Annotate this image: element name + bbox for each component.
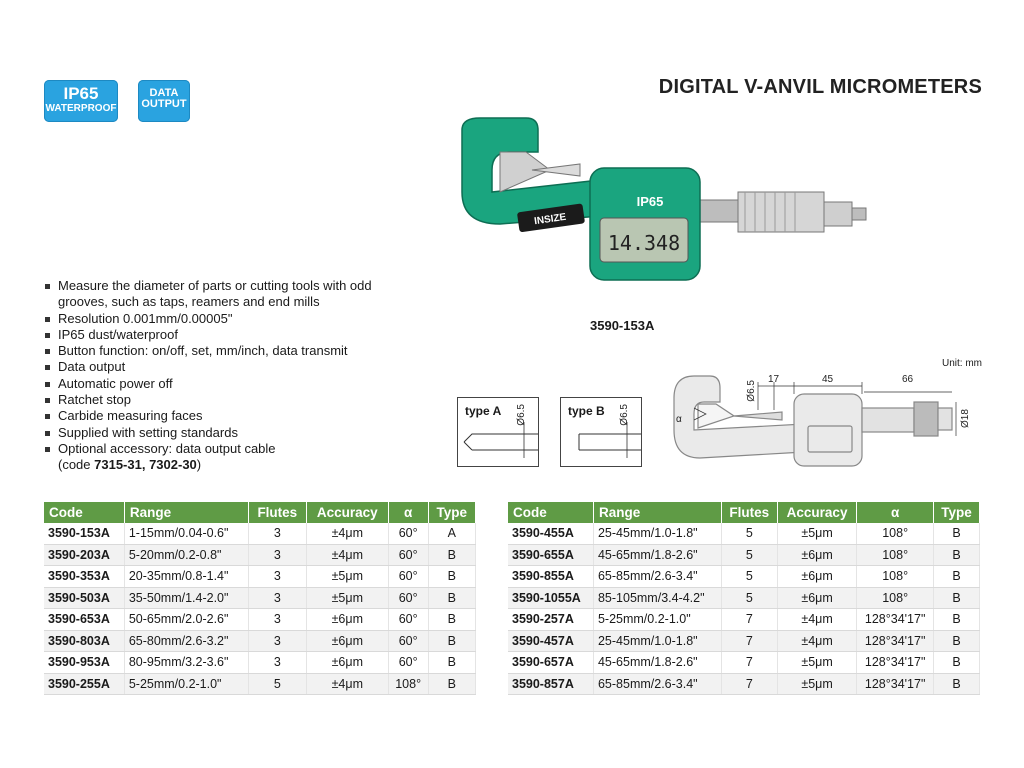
feature-item: Resolution 0.001mm/0.00005": [44, 311, 394, 327]
cell-accuracy: ±4μm: [777, 630, 856, 652]
cell-accuracy: ±4μm: [777, 609, 856, 631]
type-b-diagram: [560, 397, 642, 467]
cell-accuracy: ±6μm: [306, 630, 388, 652]
cell-accuracy: ±6μm: [306, 609, 388, 631]
cell-type: B: [428, 630, 475, 652]
cell-range: 45-65mm/1.8-2.6": [593, 544, 721, 566]
cell-range: 20-35mm/0.8-1.4": [124, 566, 248, 588]
cell-flutes: 7: [721, 652, 777, 674]
cell-range: 5-20mm/0.2-0.8": [124, 544, 248, 566]
col-alpha: α: [857, 502, 934, 523]
cell-code: 3590-455A: [508, 523, 593, 544]
cell-code: 3590-257A: [508, 609, 593, 631]
feature-item: IP65 dust/waterproof: [44, 327, 394, 343]
col-code: Code: [44, 502, 124, 523]
cell-alpha: 108°: [857, 587, 934, 609]
table-row: [508, 630, 980, 652]
cell-flutes: 3: [248, 609, 306, 631]
type-a-dim: Ø6.5: [516, 404, 527, 426]
cell-type: B: [428, 566, 475, 588]
dim-alpha: α: [676, 414, 682, 425]
cell-alpha: 60°: [388, 652, 428, 674]
cell-flutes: 5: [248, 673, 306, 695]
cell-flutes: 5: [721, 587, 777, 609]
cell-flutes: 7: [721, 630, 777, 652]
cell-code: 3590-153A: [44, 523, 124, 544]
feature-item: Supplied with setting standards: [44, 425, 394, 441]
dim-d4: 66: [902, 374, 914, 385]
cell-type: B: [428, 544, 475, 566]
cell-code: 3590-1055A: [508, 587, 593, 609]
cell-code: 3590-457A: [508, 630, 593, 652]
table-header-row: [508, 502, 980, 523]
table-row: [44, 544, 476, 566]
cell-range: 65-80mm/2.6-3.2": [124, 630, 248, 652]
cell-range: 25-45mm/1.0-1.8": [593, 630, 721, 652]
cell-alpha: 108°: [388, 673, 428, 695]
cell-code: 3590-803A: [44, 630, 124, 652]
data-output-badge-line1: DATA: [149, 87, 179, 99]
cell-type: B: [934, 630, 980, 652]
cell-type: B: [934, 566, 980, 588]
table-row: [508, 587, 980, 609]
table-row: [44, 566, 476, 588]
accessory-code-close: ): [196, 457, 202, 473]
col-type: Type: [428, 502, 475, 523]
cell-alpha: 60°: [388, 609, 428, 631]
ip65-waterproof-badge: [44, 80, 118, 122]
cell-alpha: 60°: [388, 566, 428, 588]
cell-type: B: [428, 609, 475, 631]
body-ip65-label: IP65: [636, 194, 664, 209]
micrometer-product-image: [440, 112, 870, 312]
type-a-diagram: [457, 397, 539, 467]
cell-code: 3590-857A: [508, 673, 593, 695]
cell-alpha: 60°: [388, 523, 428, 544]
accessory-text: Optional accessory: data output cable: [58, 440, 276, 456]
ip65-badge-line2: WATERPROOF: [45, 103, 117, 114]
cell-flutes: 5: [721, 566, 777, 588]
spec-table-right: [508, 502, 980, 695]
dim-d2: 17: [768, 374, 780, 385]
cell-type: B: [934, 652, 980, 674]
data-output-badge-line2: OUTPUT: [141, 98, 187, 110]
cell-range: 80-95mm/3.2-3.6": [124, 652, 248, 674]
col-code: Code: [508, 502, 593, 523]
accessory-codes: 7315-31, 7302-30: [94, 457, 197, 473]
table-row: [44, 630, 476, 652]
spec-table-left: [44, 502, 476, 695]
feature-item: Button function: on/off, set, mm/inch, data transmit: [44, 343, 394, 359]
cell-code: 3590-855A: [508, 566, 593, 588]
cell-code: 3590-353A: [44, 566, 124, 588]
cell-flutes: 7: [721, 609, 777, 631]
cell-range: 5-25mm/0.2-1.0": [593, 609, 721, 631]
cell-code: 3590-203A: [44, 544, 124, 566]
cell-code: 3590-953A: [44, 652, 124, 674]
cell-alpha: 108°: [857, 544, 934, 566]
table-row: [44, 587, 476, 609]
col-alpha: α: [388, 502, 428, 523]
cell-range: 35-50mm/1.4-2.0": [124, 587, 248, 609]
type-b-dim: Ø6.5: [619, 404, 630, 426]
col-flutes: Flutes: [721, 502, 777, 523]
table-row: [508, 673, 980, 695]
cell-type: B: [934, 523, 980, 544]
feature-item-accessory: [44, 441, 394, 474]
cell-type: B: [428, 673, 475, 695]
display-value: 14.348: [607, 231, 681, 255]
cell-flutes: 3: [248, 523, 306, 544]
table-row: [508, 523, 980, 544]
cell-flutes: 3: [248, 544, 306, 566]
cell-type: B: [934, 673, 980, 695]
cell-range: 25-45mm/1.0-1.8": [593, 523, 721, 544]
ip65-badge-line1: IP65: [63, 84, 99, 103]
cell-code: 3590-653A: [44, 609, 124, 631]
cell-type: B: [934, 609, 980, 631]
table-row: [44, 673, 476, 695]
cell-flutes: 3: [248, 652, 306, 674]
cell-flutes: 3: [248, 566, 306, 588]
cell-accuracy: ±6μm: [777, 587, 856, 609]
cell-accuracy: ±6μm: [306, 652, 388, 674]
technical-drawing: [664, 368, 984, 472]
type-a-label: type A: [465, 404, 502, 418]
cell-alpha: 108°: [857, 566, 934, 588]
cell-alpha: 128°34'17": [857, 652, 934, 674]
table-row: [44, 609, 476, 631]
col-accuracy: Accuracy: [777, 502, 856, 523]
col-accuracy: Accuracy: [306, 502, 388, 523]
cell-alpha: 128°34'17": [857, 630, 934, 652]
feature-item: Ratchet stop: [44, 392, 394, 408]
table-row: [44, 523, 476, 544]
cell-type: B: [428, 587, 475, 609]
cell-alpha: 60°: [388, 630, 428, 652]
col-type: Type: [934, 502, 980, 523]
cell-range: 65-85mm/2.6-3.4": [593, 566, 721, 588]
table-header-row: [44, 502, 476, 523]
data-output-badge: [138, 80, 190, 122]
cell-range: 50-65mm/2.0-2.6": [124, 609, 248, 631]
cell-code: 3590-655A: [508, 544, 593, 566]
feature-item: Data output: [44, 359, 394, 375]
cell-range: 5-25mm/0.2-1.0": [124, 673, 248, 695]
cell-alpha: 60°: [388, 544, 428, 566]
cell-alpha: 108°: [857, 523, 934, 544]
cell-flutes: 5: [721, 523, 777, 544]
cell-accuracy: ±5μm: [306, 587, 388, 609]
table-row: [508, 609, 980, 631]
table-row: [44, 652, 476, 674]
col-range: Range: [124, 502, 248, 523]
cell-code: 3590-503A: [44, 587, 124, 609]
cell-accuracy: ±4μm: [306, 544, 388, 566]
cell-flutes: 7: [721, 673, 777, 695]
cell-alpha: 128°34'17": [857, 673, 934, 695]
feature-item: Carbide measuring faces: [44, 408, 394, 424]
cell-type: B: [934, 544, 980, 566]
cell-alpha: 60°: [388, 587, 428, 609]
cell-accuracy: ±5μm: [777, 673, 856, 695]
cell-range: 45-65mm/1.8-2.6": [593, 652, 721, 674]
cell-flutes: 3: [248, 587, 306, 609]
cell-alpha: 128°34'17": [857, 609, 934, 631]
cell-accuracy: ±5μm: [306, 566, 388, 588]
feature-item: Measure the diameter of parts or cutting tools with odd grooves, such as taps, reamers and end mills: [44, 278, 394, 311]
cell-type: B: [934, 587, 980, 609]
brand-plate-text: INSIZE: [533, 211, 567, 228]
feature-item: Automatic power off: [44, 376, 394, 392]
page-title: DIGITAL V-ANVIL MICROMETERS: [658, 76, 982, 98]
dim-d3: 45: [822, 374, 834, 385]
cell-accuracy: ±6μm: [777, 566, 856, 588]
table-row: [508, 652, 980, 674]
unit-label: Unit: mm: [942, 358, 982, 369]
col-flutes: Flutes: [248, 502, 306, 523]
cell-accuracy: ±4μm: [306, 673, 388, 695]
cell-flutes: 3: [248, 630, 306, 652]
cell-accuracy: ±6μm: [777, 544, 856, 566]
feature-list: [44, 278, 394, 474]
cell-type: A: [428, 523, 475, 544]
dim-d1: Ø6.5: [746, 380, 757, 402]
cell-code: 3590-255A: [44, 673, 124, 695]
cell-range: 65-85mm/2.6-3.4": [593, 673, 721, 695]
cell-accuracy: ±4μm: [306, 523, 388, 544]
cell-accuracy: ±5μm: [777, 523, 856, 544]
table-row: [508, 544, 980, 566]
dim-d5: Ø18: [960, 409, 971, 428]
cell-code: 3590-657A: [508, 652, 593, 674]
cell-accuracy: ±5μm: [777, 652, 856, 674]
table-row: [508, 566, 980, 588]
col-range: Range: [593, 502, 721, 523]
accessory-code-open: (code: [58, 457, 95, 473]
cell-type: B: [428, 652, 475, 674]
cell-range: 1-15mm/0.04-0.6": [124, 523, 248, 544]
cell-range: 85-105mm/3.4-4.2": [593, 587, 721, 609]
cell-flutes: 5: [721, 544, 777, 566]
type-b-label: type B: [568, 404, 605, 418]
product-code: 3590-153A: [590, 318, 655, 333]
